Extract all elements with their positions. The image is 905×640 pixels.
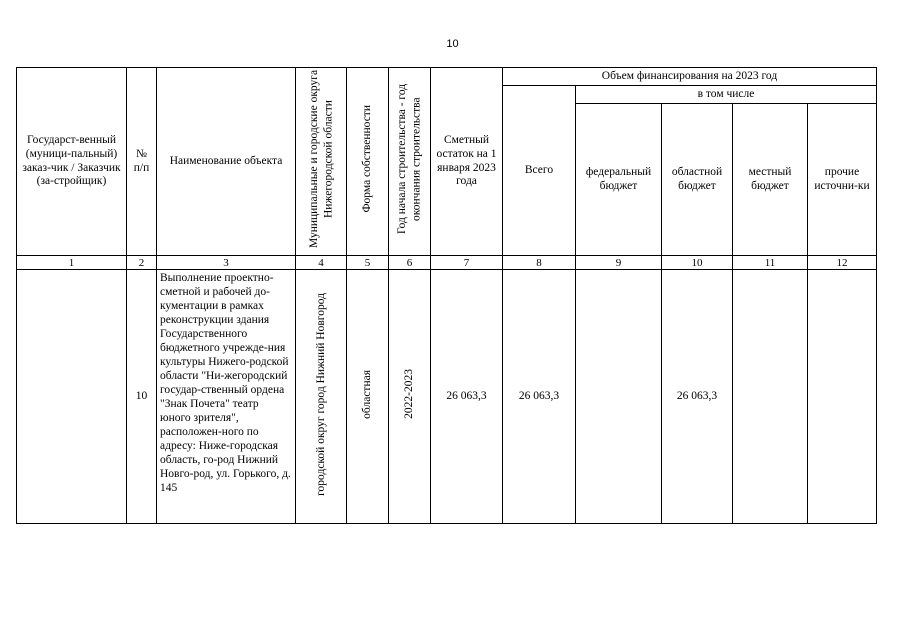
column-number: 2 [127,256,157,270]
column-number: 6 [389,256,431,270]
header-years-label: Год начала строительства - год окончания строительства [396,84,423,235]
financing-table [16,67,877,524]
cell-object-name: Выполнение проектно-сметной и рабочей до-кументации в рамках реконструкции здания Государственного бюджетного учрежде-ния культуры Нижего-родской области "Ни-жегородский государ-ственный ордена "Знак Почета" театр юного зрителя", расположен-ного по адресу: Ниже-городская область, го-род Нижний Новго-род, ул. Горького, д. 145 [157,270,296,524]
header-estimate-label: Сметный остаток на 1 января 2023 года [436,133,497,188]
cell-number: 10 [127,270,157,524]
header-other-label: прочие источни-ки [814,165,870,192]
cell-years-text: 2022-2023 [403,369,416,420]
header-municipality-label: Муниципальные и городские округа Нижегородской области [307,70,334,249]
header-estimate [431,68,503,256]
header-regional-label: областной бюджет [671,165,723,192]
cell-estimate: 26 063,3 [431,270,503,524]
header-including [576,86,877,104]
column-number: 12 [808,256,877,270]
page-number: 10 [446,38,459,50]
header-number [127,68,157,256]
column-number: 8 [503,256,576,270]
header-regional [662,104,733,256]
header-number-label: № п/п [133,147,150,174]
column-number: 10 [662,256,733,270]
header-including-label: в том числе [697,87,755,100]
cell-regional: 26 063,3 [662,270,733,524]
header-object-name-label: Наименование объекта [169,154,283,167]
header-customer [17,68,127,256]
column-number: 7 [431,256,503,270]
cell-total: 26 063,3 [503,270,576,524]
header-financing-group [503,68,877,86]
header-federal [576,104,662,256]
header-total-label: Всего [524,163,554,176]
cell-ownership [347,270,389,524]
header-total [503,86,576,256]
cell-federal [576,270,662,524]
header-local-label: местный бюджет [748,165,792,192]
column-number: 4 [296,256,347,270]
cell-municipality [296,270,347,524]
column-number: 5 [347,256,389,270]
cell-ownership-text: областная [361,369,374,419]
cell-local [733,270,808,524]
column-number: 1 [17,256,127,270]
header-row-top [17,68,877,86]
cell-municipality-text: городской округ город Нижний Новгород [314,292,327,496]
header-object-name [157,68,296,256]
column-number: 11 [733,256,808,270]
header-years [389,68,431,256]
header-other [808,104,877,256]
table-row [17,270,877,524]
column-number: 3 [157,256,296,270]
header-municipality [296,68,347,256]
header-ownership-label: Форма собственности [361,105,374,213]
column-number: 9 [576,256,662,270]
header-ownership [347,68,389,256]
header-local [733,104,808,256]
header-federal-label: федеральный бюджет [585,165,652,192]
cell-customer [17,270,127,524]
header-financing-group-label: Объем финансирования на 2023 год [601,69,778,82]
cell-other [808,270,877,524]
header-customer-label: Государст-венный (муници-пальный) заказ-чик / Заказчик (за-стройщик) [22,133,121,188]
cell-years [389,270,431,524]
column-number-row [17,256,877,270]
